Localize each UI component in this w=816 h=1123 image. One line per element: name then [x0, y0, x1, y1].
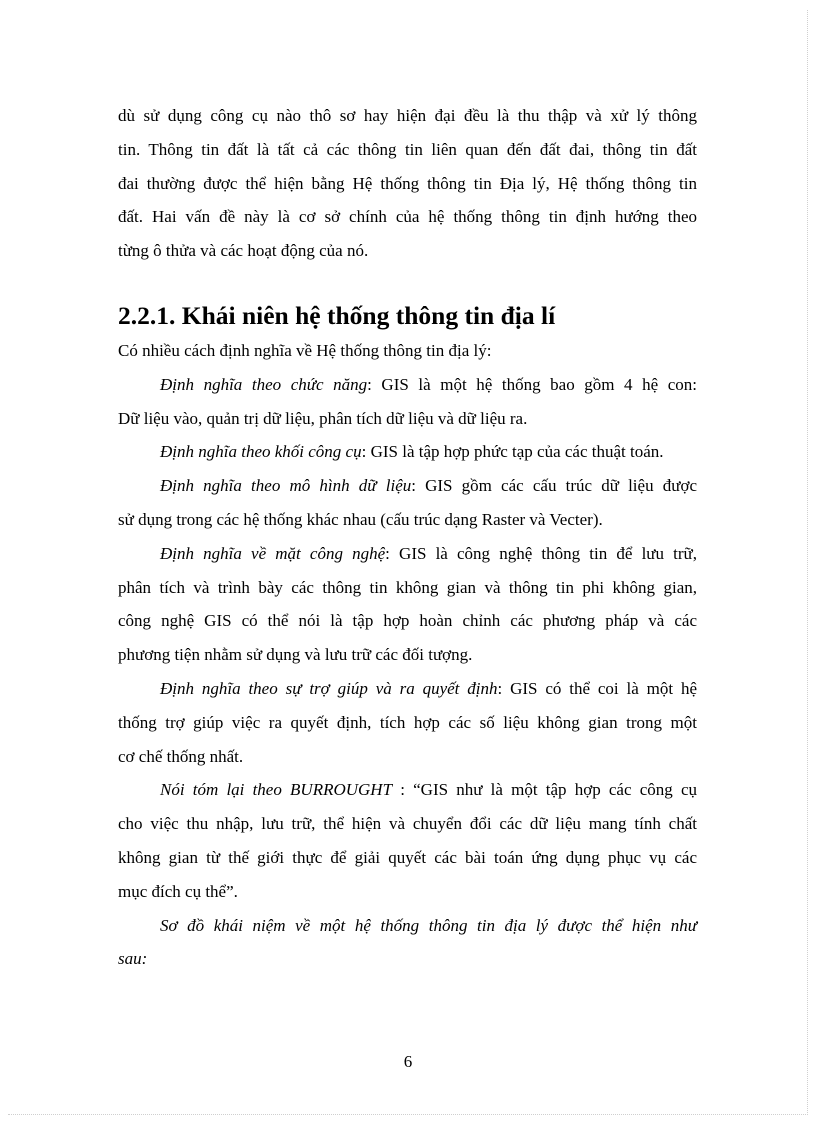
page-border-right	[807, 10, 808, 1115]
definition-toolbox	[118, 435, 697, 469]
page-body	[118, 99, 697, 976]
definition-line	[118, 537, 697, 571]
definition-data-model	[118, 469, 697, 537]
diagram-caption	[118, 909, 697, 977]
page-number: 6	[403, 1052, 413, 1071]
definition-text: : GIS gồm các cấu trúc dữ liệu được	[411, 476, 697, 496]
caption-line: sau:	[118, 949, 148, 969]
definition-term: Nói tóm lại theo BURROUGHT	[160, 780, 393, 800]
definition-line: phân tích và trình bày các thông tin không gian và thông tin phi không gian,	[118, 577, 697, 597]
intro-line: đất. Hai vấn đề này là cơ sở chính của hệ thống thông tin định hướng theo	[118, 207, 697, 227]
intro-paragraph	[118, 99, 697, 268]
definition-term: Định nghĩa về mặt công nghệ	[160, 543, 386, 563]
definition-term: Định nghĩa theo khối công cụ	[160, 442, 362, 462]
intro-line: đai thường được thể hiện bằng Hệ thống thông tin Địa lý, Hệ thống thông tin	[118, 173, 697, 193]
definition-line	[118, 672, 697, 706]
definition-line: cho việc thu nhập, lưu trữ, thể hiện và chuyển đổi các dữ liệu mang tính chất	[118, 814, 697, 834]
definition-line	[118, 469, 697, 503]
definition-technology	[118, 537, 697, 672]
definition-line: mục đích cụ thể”.	[118, 881, 238, 901]
section-lead-line: Có nhiều cách định nghĩa về Hệ thống thông tin địa lý:	[118, 340, 492, 360]
intro-line: từng ô thửa và các hoạt động của nó.	[118, 241, 369, 261]
definition-line: Dữ liệu vào, quản trị dữ liệu, phân tích dữ liệu và dữ liệu ra.	[118, 408, 528, 428]
definition-term: Định nghĩa theo sự trợ giúp và ra quyết định	[160, 678, 498, 698]
definition-line: phương tiện nhằm sử dụng và lưu trữ các đối tượng.	[118, 645, 473, 665]
definition-line: thống trợ giúp việc ra quyết định, tích hợp các số liệu không gian trong một	[118, 712, 697, 732]
definition-line	[118, 773, 697, 807]
definition-text: : GIS là một hệ thống bao gồm 4 hệ con:	[367, 374, 698, 394]
section-lead	[118, 334, 697, 368]
intro-line: tin. Thông tin đất là tất cả các thông tin liên quan đến đất đai, thông tin đất	[118, 139, 697, 159]
definition-line: sử dụng trong các hệ thống khác nhau (cấu trúc dạng Raster và Vecter).	[118, 509, 603, 529]
section-heading: 2.2.1. Khái niên hệ thống thông tin địa lí	[118, 300, 556, 330]
definition-burrough	[118, 773, 697, 908]
definition-function	[118, 368, 697, 436]
definition-line	[118, 435, 697, 469]
definition-line: công nghệ GIS có thể nói là tập hợp hoàn chỉnh các phương pháp và các	[118, 611, 697, 631]
definition-term: Định nghĩa theo chức năng	[160, 374, 368, 394]
definition-decision-support	[118, 672, 697, 773]
definition-text: : GIS là tập hợp phức tạp của các thuật toán.	[361, 442, 664, 462]
page-border-bottom	[8, 1114, 808, 1115]
definition-text: : GIS là công nghệ thông tin để lưu trữ,	[385, 543, 698, 563]
intro-line: dù sử dụng công cụ nào thô sơ hay hiện đại đều là thu thập và xử lý thông	[118, 106, 697, 125]
definition-line	[118, 368, 697, 402]
caption-line: Sơ đồ khái niệm về một hệ thống thông tin địa lý được thể hiện như	[160, 915, 697, 935]
definition-text: : GIS có thể coi là một hệ	[497, 678, 697, 698]
definition-line: không gian từ thế giới thực để giải quyết các bài toán ứng dụng phục vụ các	[118, 847, 697, 867]
definition-text: : “GIS như là một tập hợp các công cụ	[392, 780, 697, 800]
definition-term: Định nghĩa theo mô hình dữ liệu	[160, 476, 412, 496]
definition-line: cơ chế thống nhất.	[118, 746, 244, 766]
